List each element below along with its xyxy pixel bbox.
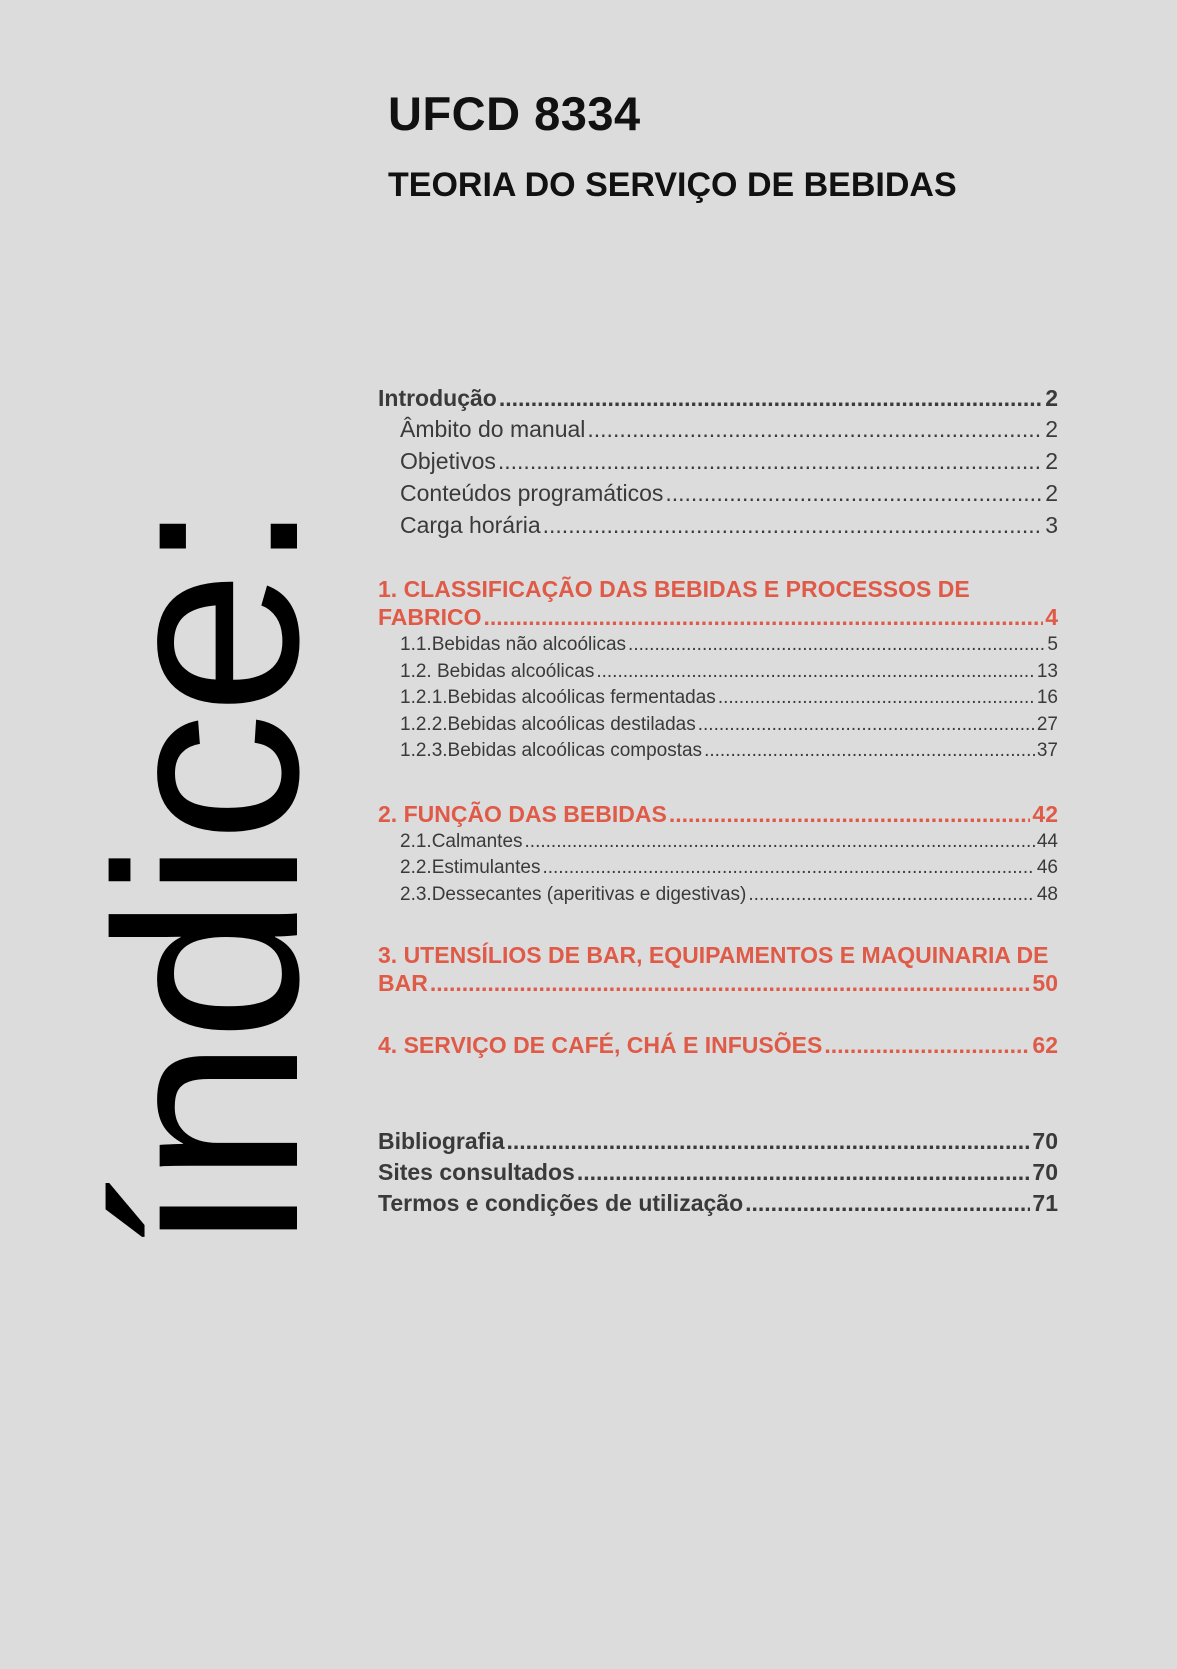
toc-entry[interactable] bbox=[378, 831, 1058, 858]
toc-label: 2.2.Estimulantes bbox=[400, 857, 541, 878]
toc-page: 2 bbox=[1045, 480, 1058, 506]
toc-entry[interactable] bbox=[378, 512, 1058, 544]
toc-leader bbox=[484, 604, 1044, 631]
toc-page: 70 bbox=[1032, 1159, 1058, 1185]
toc-page: 70 bbox=[1032, 1128, 1058, 1154]
toc-label: Sites consultados bbox=[378, 1159, 575, 1185]
toc-page: 2 bbox=[1045, 385, 1058, 411]
toc-label: BAR bbox=[378, 970, 428, 996]
toc-label: Bibliografia bbox=[378, 1128, 505, 1154]
toc-page: 3 bbox=[1045, 512, 1058, 538]
toc-chapter-2[interactable] bbox=[378, 801, 1058, 831]
toc-leader bbox=[542, 857, 1034, 879]
toc-entry[interactable] bbox=[378, 857, 1058, 884]
unit-title: TEORIA DO SERVIÇO DE BEBIDAS bbox=[388, 166, 957, 204]
toc-label: 1.2.3.Bebidas alcoólicas compostas bbox=[400, 740, 703, 761]
toc-page: 27 bbox=[1036, 713, 1058, 735]
toc-page: 37 bbox=[1036, 740, 1058, 761]
toc-leader bbox=[430, 970, 1031, 997]
toc-label: Objetivos bbox=[400, 448, 496, 474]
toc-leader bbox=[698, 714, 1035, 736]
toc-label: 2.3.Dessecantes (aperitivas e digestivas) bbox=[400, 883, 747, 905]
toc-label: 1.2. Bebidas alcoólicas bbox=[400, 660, 595, 682]
toc-page: 48 bbox=[1036, 883, 1058, 905]
toc-page: 50 bbox=[1032, 970, 1058, 996]
toc-entry[interactable] bbox=[378, 714, 1058, 741]
toc-page: 44 bbox=[1036, 830, 1058, 852]
toc-leader bbox=[718, 687, 1035, 709]
toc-leader bbox=[507, 1128, 1031, 1155]
toc-entry[interactable] bbox=[378, 884, 1058, 911]
toc-leader bbox=[669, 801, 1031, 828]
toc-leader bbox=[824, 1032, 1030, 1059]
toc-page: 5 bbox=[1047, 634, 1058, 655]
toc-entry[interactable] bbox=[378, 480, 1058, 512]
toc-page: 46 bbox=[1036, 857, 1058, 878]
toc-page: 42 bbox=[1032, 800, 1058, 827]
toc-entry-bibliography[interactable] bbox=[378, 1128, 1058, 1159]
toc-label: Termos e condições de utilização bbox=[378, 1190, 744, 1216]
toc-chapter-1[interactable] bbox=[378, 604, 1058, 634]
unit-code: UFCD 8334 bbox=[388, 87, 641, 140]
toc-label: 1.2.1.Bebidas alcoólicas fermentadas bbox=[400, 687, 716, 708]
table-of-contents bbox=[378, 385, 1058, 1221]
toc-chapter-4[interactable] bbox=[378, 1032, 1058, 1062]
toc-leader bbox=[587, 416, 1043, 443]
toc-label: 2. FUNÇÃO DAS BEBIDAS bbox=[378, 800, 667, 827]
toc-leader bbox=[577, 1159, 1031, 1186]
index-vertical-title: índice: bbox=[63, 501, 353, 1255]
toc-label: Conteúdos programáticos bbox=[400, 480, 664, 506]
toc-label: 2.1.Calmantes bbox=[400, 830, 523, 852]
toc-page: 16 bbox=[1036, 687, 1058, 708]
toc-entry-terms[interactable] bbox=[378, 1190, 1058, 1221]
toc-leader bbox=[499, 385, 1043, 412]
toc-leader bbox=[596, 661, 1035, 683]
toc-label: Introdução bbox=[378, 385, 497, 411]
toc-leader bbox=[745, 1190, 1030, 1217]
toc-entry[interactable] bbox=[378, 416, 1058, 448]
toc-label: 1.2.2.Bebidas alcoólicas destiladas bbox=[400, 713, 696, 735]
toc-page: 71 bbox=[1032, 1190, 1058, 1216]
toc-page: 2 bbox=[1045, 416, 1058, 442]
toc-entry-intro[interactable] bbox=[378, 385, 1058, 416]
toc-leader bbox=[628, 634, 1045, 656]
toc-leader bbox=[543, 512, 1044, 539]
toc-label: Carga horária bbox=[400, 512, 541, 538]
toc-leader bbox=[525, 831, 1035, 853]
toc-label: FABRICO bbox=[378, 604, 482, 630]
toc-entry-sites[interactable] bbox=[378, 1159, 1058, 1190]
toc-leader bbox=[748, 884, 1034, 906]
toc-chapter-1-heading[interactable]: 1. CLASSIFICAÇÃO DAS BEBIDAS E PROCESSOS DE bbox=[378, 576, 970, 602]
toc-label: 4. SERVIÇO DE CAFÉ, CHÁ E INFUSÕES bbox=[378, 1032, 823, 1058]
toc-leader bbox=[665, 480, 1043, 507]
toc-chapter-3[interactable] bbox=[378, 970, 1058, 1000]
toc-page: 2 bbox=[1045, 448, 1058, 474]
toc-page: 13 bbox=[1036, 660, 1058, 682]
toc-entry[interactable] bbox=[378, 634, 1058, 661]
toc-page: 62 bbox=[1032, 1032, 1058, 1058]
toc-entry[interactable] bbox=[378, 740, 1058, 767]
toc-label: 1.1.Bebidas não alcoólicas bbox=[400, 634, 627, 655]
toc-leader bbox=[498, 448, 1043, 475]
toc-leader bbox=[704, 740, 1035, 762]
toc-chapter-3-heading[interactable]: 3. UTENSÍLIOS DE BAR, EQUIPAMENTOS E MAQUINARIA DE bbox=[378, 942, 1049, 968]
toc-entry[interactable] bbox=[378, 661, 1058, 688]
toc-entry[interactable] bbox=[378, 448, 1058, 480]
toc-entry[interactable] bbox=[378, 687, 1058, 714]
toc-label: Âmbito do manual bbox=[400, 416, 586, 442]
toc-page: 4 bbox=[1045, 604, 1058, 630]
